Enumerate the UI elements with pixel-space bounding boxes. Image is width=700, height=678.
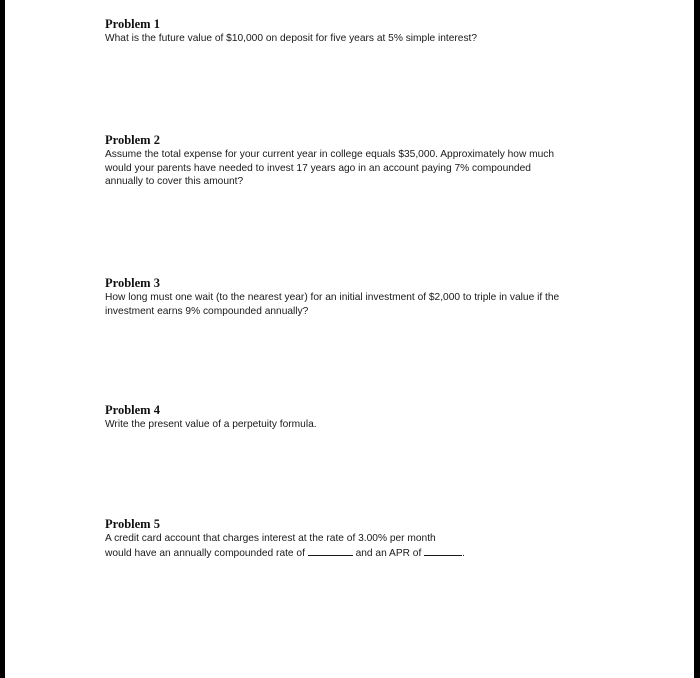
problem-5-fill-before: would have an annually compounded rate of <box>105 547 308 559</box>
problem-4 <box>105 403 625 432</box>
problem-4-title: Problem 4 <box>105 403 160 417</box>
problem-5-fill-middle: and an APR of <box>352 547 425 559</box>
right-border-bar <box>694 0 700 678</box>
answer-blank-compounded-rate <box>308 546 353 556</box>
problem-3-line-1: How long must one wait (to the nearest year) for an initial investment of $2,000 to triple in value if the <box>105 292 560 303</box>
problem-2-title: Problem 2 <box>105 133 160 147</box>
problem-2-line-2: would your parents have needed to invest 17 years ago in an account paying 7% compounded <box>105 162 531 174</box>
problem-5-title: Problem 5 <box>105 517 160 531</box>
problem-1-line-1: What is the future value of $10,000 on deposit for five years at 5% simple interest? <box>105 33 478 44</box>
problem-3-line-2: investment earns 9% compounded annually? <box>105 305 309 317</box>
problem-2-line-1: Assume the total expense for your current year in college equals $35,000. Approximately how much <box>105 149 555 160</box>
problem-5-fill-line <box>105 546 625 561</box>
problem-3 <box>105 276 625 318</box>
answer-blank-apr <box>424 546 462 556</box>
problem-2-line-3: annually to cover this amount? <box>105 176 244 187</box>
problem-5-line-1: A credit card account that charges interest at the rate of 3.00% per month <box>105 533 436 544</box>
problem-3-title: Problem 3 <box>105 276 160 290</box>
left-border-bar <box>0 0 5 678</box>
problem-1-title: Problem 1 <box>105 17 160 31</box>
problem-5-fill-after: . <box>462 547 465 559</box>
problem-1 <box>105 17 625 46</box>
problem-5 <box>105 517 625 560</box>
problem-2 <box>105 133 625 189</box>
problem-4-line-1: Write the present value of a perpetuity formula. <box>105 419 317 430</box>
